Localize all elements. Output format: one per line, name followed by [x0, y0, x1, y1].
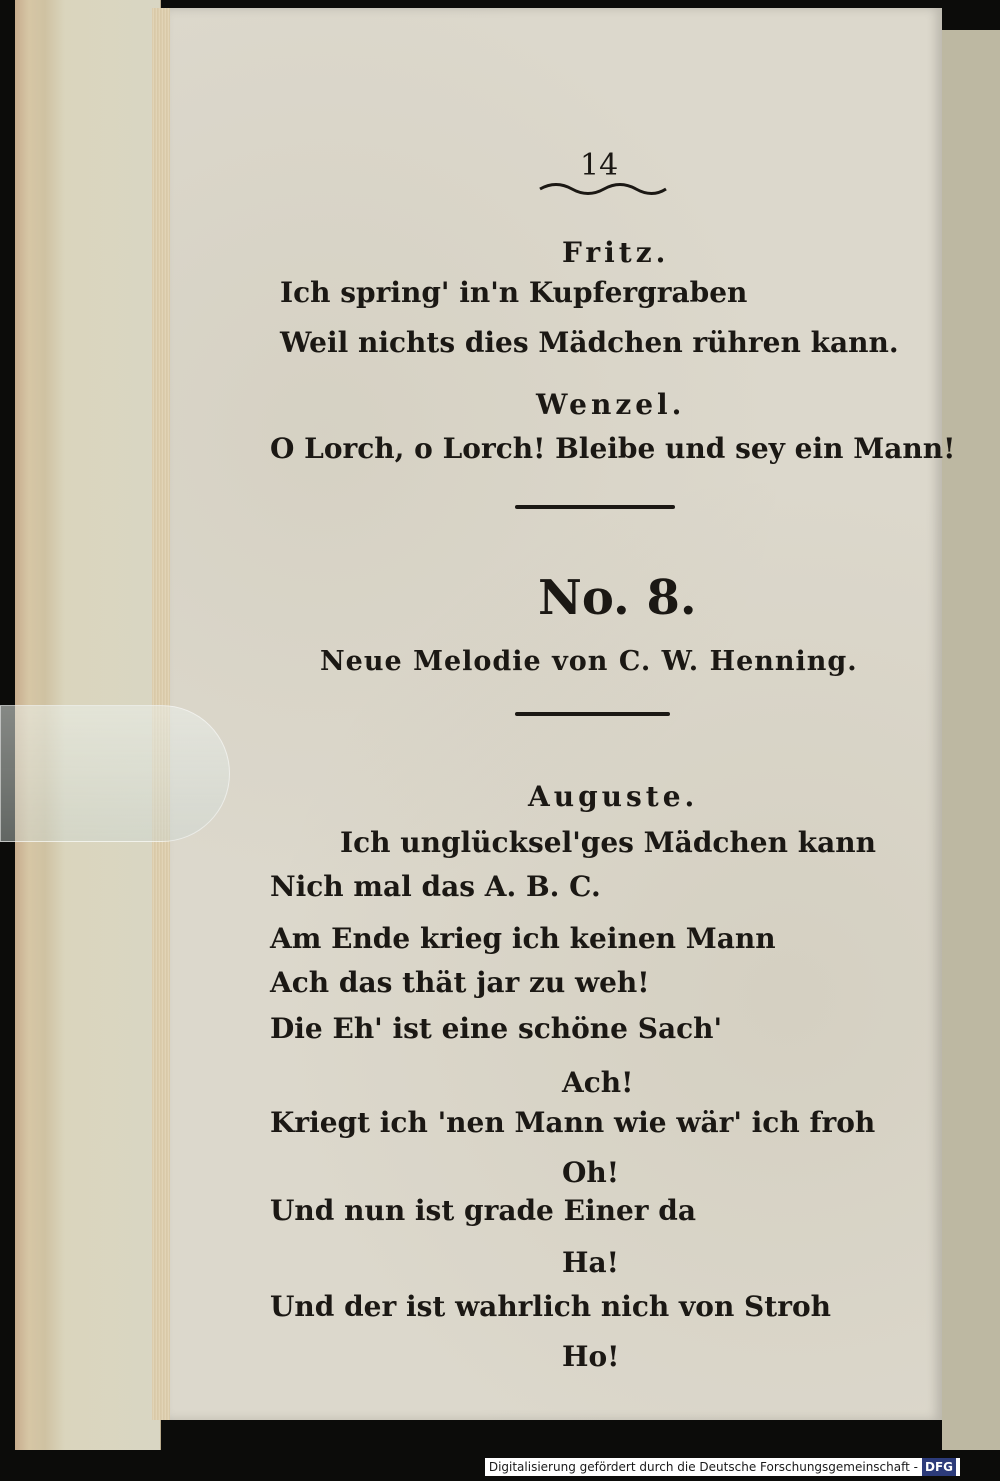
verse-line: Am Ende krieg ich keinen Mann [270, 922, 776, 955]
verse-line: Ho! [562, 1340, 620, 1373]
verse-line: Nich mal das A. B. C. [270, 870, 601, 903]
verse-line: Ich unglücksel'ges Mädchen kann [340, 826, 876, 859]
glass-bookmark [0, 705, 230, 842]
verse-line: Die Eh' ist eine schöne Sach' [270, 1012, 723, 1045]
verse-line: Oh! [562, 1156, 620, 1189]
verse-line: Ha! [562, 1246, 619, 1279]
wave-ornament-icon [538, 180, 668, 198]
dfg-logo: DFG [922, 1458, 956, 1476]
verse-line: Weil nichts dies Mädchen rühren kann. [280, 326, 899, 359]
speaker-auguste: Auguste. [528, 780, 699, 813]
divider-rule [515, 712, 670, 716]
verse-line: Und nun ist grade Einer da [270, 1194, 696, 1227]
credit-text: Digitalisierung gefördert durch die Deutsche Forschungsgemeinschaft - [488, 1460, 918, 1474]
verse-line: Ich spring' in'n Kupfergraben [280, 276, 748, 309]
number-heading: No. 8. [538, 570, 697, 626]
digitization-credit [485, 1458, 960, 1476]
verse-line: Ach das thät jar zu weh! [270, 966, 650, 999]
page-number: 14 [580, 148, 619, 183]
melody-subtitle: Neue Melodie von C. W. Henning. [320, 646, 858, 677]
verse-line: Ach! [562, 1066, 634, 1099]
book-page [170, 8, 956, 1420]
speaker-fritz: Fritz. [562, 236, 670, 269]
speaker-wenzel: Wenzel. [536, 388, 686, 421]
divider-rule [515, 505, 675, 509]
facing-page-edge [942, 30, 1000, 1450]
verse-line: Kriegt ich 'nen Mann wie wär' ich froh [270, 1106, 876, 1139]
verse-line: Und der ist wahrlich nich von Stroh [270, 1290, 831, 1323]
verse-line: O Lorch, o Lorch! Bleibe und sey ein Mann! [270, 432, 956, 465]
